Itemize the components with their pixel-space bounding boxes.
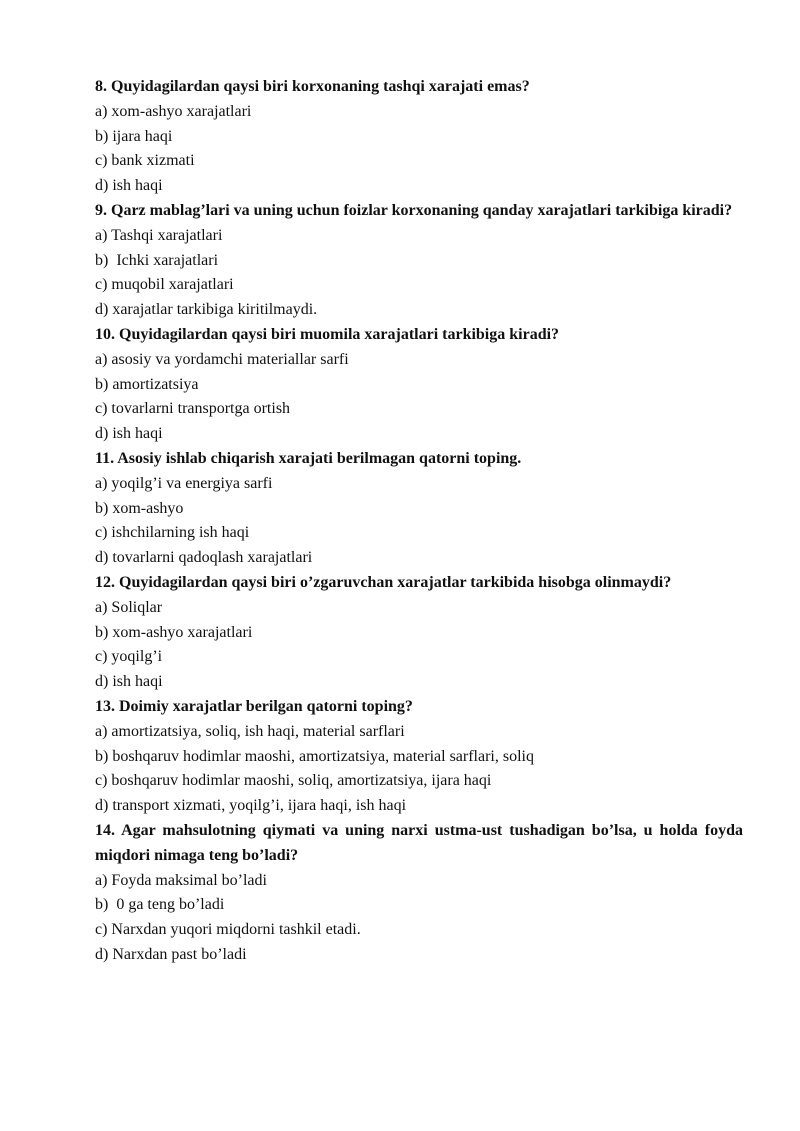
question-text: 13. Doimiy xarajatlar berilgan qatorni toping?	[95, 697, 413, 715]
answer-option: a) xom-ashyo xarajatlari	[95, 102, 252, 120]
answer-option: d) tovarlarni qadoqlash xarajatlari	[95, 549, 313, 567]
answer-option: d) ish haqi	[95, 425, 163, 443]
answer-option: d) ish haqi	[95, 673, 163, 691]
answer-option: b) Ichki xarajatlari	[95, 251, 219, 269]
answer-option: a) Foyda maksimal bo’ladi	[95, 871, 267, 889]
question-block	[95, 323, 743, 447]
answer-option: c) bank xizmati	[95, 152, 195, 170]
answer-option: b) xom-ashyo	[95, 499, 184, 517]
question-text: 12. Quyidagilardan qaysi biri o’zgaruvchan xarajatlar tarkibida hisobga olinmaydi?	[95, 573, 672, 591]
answer-option: a) yoqilg’i va energiya sarfi	[95, 474, 273, 492]
answer-option: d) ish haqi	[95, 177, 163, 195]
question-text: 10. Quyidagilardan qaysi biri muomila xarajatlari tarkibiga kiradi?	[95, 325, 560, 343]
question-block	[95, 199, 743, 323]
answer-option: c) Narxdan yuqori miqdorni tashkil etadi.	[95, 921, 361, 939]
answer-option: c) ishchilarning ish haqi	[95, 524, 250, 542]
answer-option: b) xom-ashyo xarajatlari	[95, 623, 253, 641]
answer-option: b) 0 ga teng bo’ladi	[95, 896, 225, 914]
answer-option: c) muqobil xarajatlari	[95, 276, 234, 294]
answer-option: a) amortizatsiya, soliq, ish haqi, material sarflari	[95, 722, 405, 740]
answer-option: c) tovarlarni transportga ortish	[95, 400, 291, 418]
question-text: 8. Quyidagilardan qaysi biri korxonaning tashqi xarajati emas?	[95, 78, 530, 95]
answer-option: a) Tashqi xarajatlari	[95, 226, 223, 244]
document-page	[95, 75, 743, 968]
question-block	[95, 695, 743, 819]
answer-option: c) boshqaruv hodimlar maoshi, soliq, amortizatsiya, ijara haqi	[95, 772, 492, 790]
question-block	[95, 571, 743, 695]
answer-option: b) ijara haqi	[95, 127, 173, 145]
answer-option: d) transport xizmati, yoqilg’i, ijara haqi, ish haqi	[95, 797, 407, 815]
answer-option: b) boshqaruv hodimlar maoshi, amortizatsiya, material sarflari, soliq	[95, 747, 534, 765]
question-block	[95, 75, 743, 199]
question-text: 9. Qarz mablag’lari va uning uchun foizlar korxonaning qanday xarajatlari tarkibiga kiradi?	[95, 201, 733, 219]
question-text: 14. Agar mahsulotning qiymati va uning narxi ustma-ust tushadigan bo’lsa, u holda foyda miqdori nimaga teng bo’ladi?	[95, 821, 743, 864]
answer-option: d) Narxdan past bo’ladi	[95, 945, 247, 963]
answer-option: b) amortizatsiya	[95, 375, 199, 393]
question-block	[95, 447, 743, 571]
answer-option: c) yoqilg’i	[95, 648, 163, 666]
answer-option: d) xarajatlar tarkibiga kiritilmaydi.	[95, 301, 318, 319]
question-block	[95, 819, 743, 968]
answer-option: a) Soliqlar	[95, 598, 163, 616]
question-text: 11. Asosiy ishlab chiqarish xarajati berilmagan qatorni toping.	[95, 449, 522, 467]
answer-option: a) asosiy va yordamchi materiallar sarfi	[95, 350, 349, 368]
